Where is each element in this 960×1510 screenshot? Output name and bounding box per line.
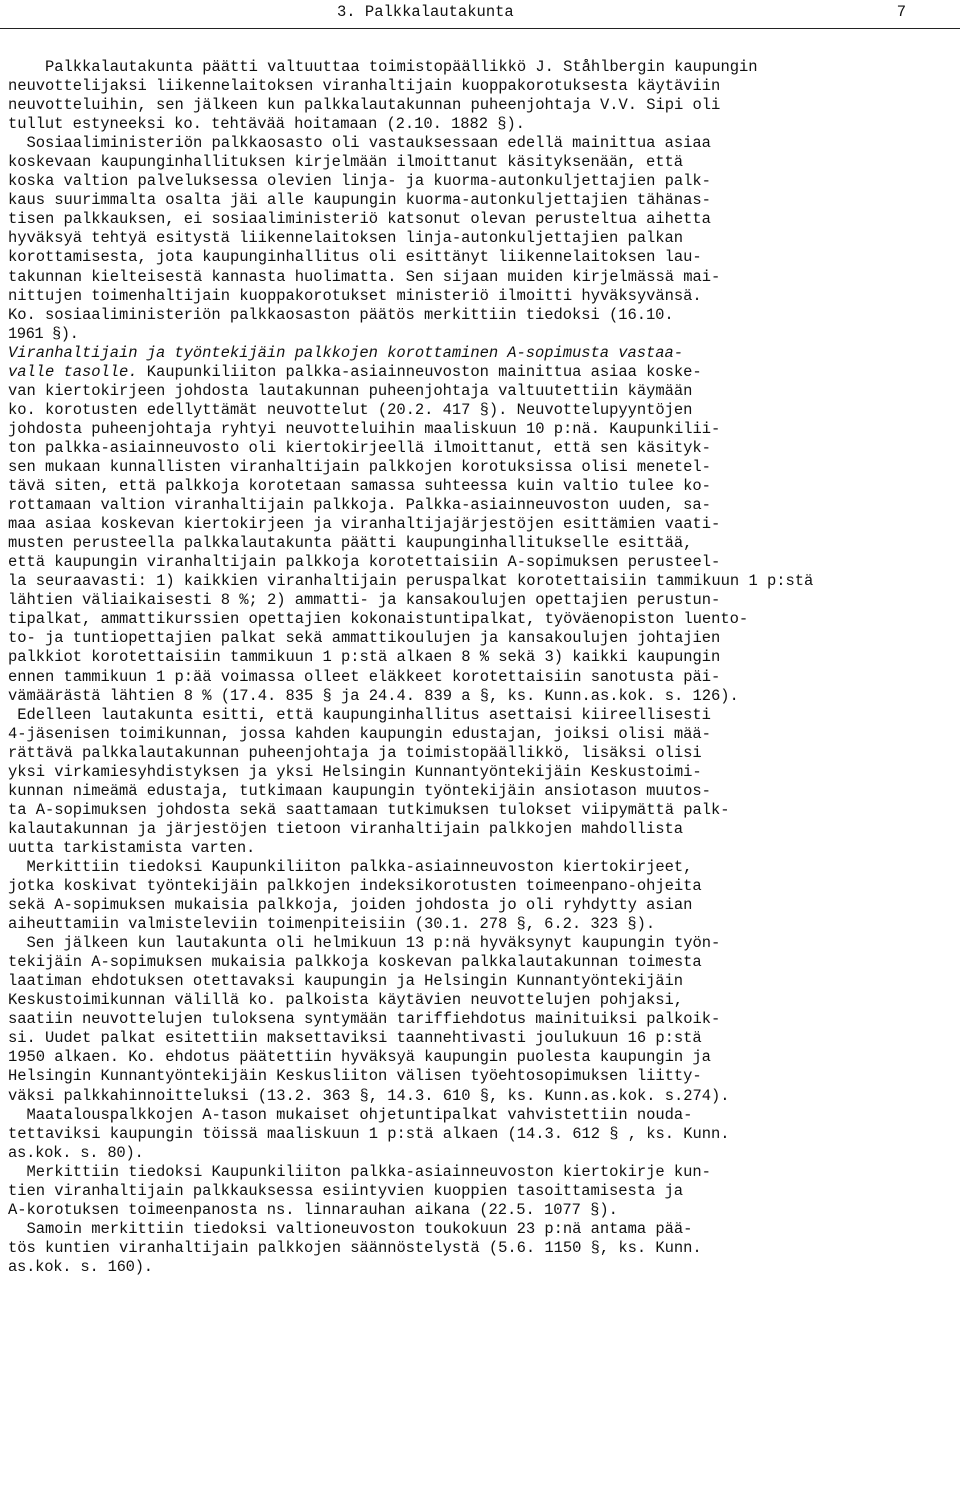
line-text: neuvottelijaksi liikennelaitoksen viranhaltijain kuoppakorotuksesta käytäviin bbox=[8, 77, 721, 96]
text-line bbox=[8, 648, 958, 667]
line-text: to- ja tuntiopettajien palkat sekä ammattikoulujen ja kansakoulujen johtajien bbox=[8, 629, 721, 648]
header-divider bbox=[0, 28, 960, 29]
line-text: vämäärästä lähtien 8 % (17.4. 835 § ja 24.4. 839 a §, ks. Kunn.as.kok. s. 126). bbox=[8, 686, 739, 705]
line-text: tien viranhaltijain palkkauksessa esiintyvien kuoppien tasoittamisesta ja bbox=[8, 1181, 683, 1200]
line-text: Kaupunkiliiton palkka-asiainneuvoston mainittua asiaa koske- bbox=[137, 362, 702, 381]
text-line bbox=[8, 134, 958, 153]
line-text: Samoin merkittiin tiedoksi valtioneuvoston toukokuun 23 p:nä antama pää- bbox=[8, 1219, 693, 1238]
line-text: Sosiaaliministeriön palkkaosasto oli vastauksessaan edellä mainittua asiaa bbox=[8, 134, 711, 153]
line-text: väksi palkkahinnoitteluksi (13.2. 363 §, 14.3. 610 §, ks. Kunn.as.kok. s.274). bbox=[8, 1086, 730, 1105]
line-text: ennen tammikuun 1 p:ää voimassa olleet eläkkeet korotettaisiin sanotusta päi- bbox=[8, 667, 721, 686]
line-text: neuvotteluihin, sen jälkeen kun palkkalautakunnan puheenjohtaja V.V. Sipi oli bbox=[8, 96, 721, 115]
text-line bbox=[8, 382, 958, 401]
line-text: as.kok. s. 80). bbox=[8, 1143, 144, 1162]
text-line bbox=[8, 972, 958, 991]
text-line bbox=[8, 629, 958, 648]
line-text: musten perusteella palkkalautakunta päätti kaupunginhallitukselle esittää, bbox=[8, 534, 693, 553]
text-line bbox=[8, 287, 958, 306]
text-line bbox=[8, 1144, 958, 1163]
line-text: laatiman ehdotuksen otettavaksi kaupungin ja Helsingin Kunnantyöntekijäin bbox=[8, 972, 683, 991]
line-text: la seuraavasti: 1) kaikkien viranhaltijain peruspalkat korotettaisiin tammikuun 1 p:stä bbox=[8, 572, 814, 591]
line-text: ta A-sopimuksen johdosta sekä saattamaan tutkimuksen tulokset viipymättä palk- bbox=[8, 800, 730, 819]
text-line bbox=[8, 1182, 958, 1201]
text-line bbox=[8, 1029, 958, 1048]
text-line bbox=[8, 344, 958, 363]
line-text: Ko. sosiaaliministeriön palkkaosaston päätös merkittiin tiedoksi (16.10. bbox=[8, 305, 674, 324]
text-line bbox=[8, 1163, 958, 1182]
text-line bbox=[8, 1067, 958, 1086]
text-line bbox=[8, 477, 958, 496]
line-text: A-korotuksen toimeenpanosta ns. linnarauhan aikana (22.5. 1077 §). bbox=[8, 1200, 618, 1219]
line-text: kunnan nimeämä edustaja, tutkimaan kaupungin työntekijäin ansiotason muutos- bbox=[8, 781, 711, 800]
text-line bbox=[8, 725, 958, 744]
line-text: johdosta puheenjohtaja ryhtyi neuvotteluihin maaliskuun 10 p:nä. Kaupunkilii- bbox=[8, 419, 721, 438]
text-line bbox=[8, 115, 958, 134]
text-line bbox=[8, 363, 958, 382]
line-text: sen mukaan kunnallisten viranhaltijain palkkojen korotuksissa olisi menetel- bbox=[8, 457, 711, 476]
line-text: takunnan kielteisestä kannasta huolimatta. Sen sijaan muiden kirjelmässä mai- bbox=[8, 267, 721, 286]
page-number: 7 bbox=[896, 3, 906, 21]
text-line bbox=[8, 439, 958, 458]
line-text: ko. korotusten edellyttämät neuvottelut (20.2. 417 §). Neuvottelupyyntöjen bbox=[8, 400, 693, 419]
line-text: Keskustoimikunnan välillä ko. palkoista käytävien neuvottelujen pohjaksi, bbox=[8, 991, 683, 1010]
line-text: 4-jäsenisen toimikunnan, jossa kahden kaupungin edustajan, joiksi olisi mää- bbox=[8, 724, 711, 743]
line-text: tipalkat, ammattikurssien opettajien kokonaistuntipalkat, työväenopiston luento- bbox=[8, 610, 749, 629]
text-line bbox=[8, 553, 958, 572]
line-text: että kaupungin viranhaltijain palkkoja korotettaisiin A-sopimuksen perusteel- bbox=[8, 553, 721, 572]
line-text: tisen palkkauksen, ei sosiaaliministeriö katsonut olevan perusteltua aihetta bbox=[8, 210, 711, 229]
line-text: maa asiaa koskevan kiertokirjeen ja viranhaltijajärjestöjen esittämien vaati- bbox=[8, 515, 721, 534]
line-text: lähtien väliaikaisesti 8 %; 2) ammatti- ja kansakoulujen opettajien perustun- bbox=[8, 591, 721, 610]
text-line bbox=[8, 934, 958, 953]
line-text: rättävä palkkalautakunnan puheenjohtaja ja toimistopäällikkö, lisäksi olisi bbox=[8, 743, 702, 762]
italic-heading: valle tasolle. bbox=[8, 362, 138, 381]
line-text: rottamaan valtion viranhaltijain palkkoja. Palkka-asiainneuvoston uuden, sa- bbox=[8, 496, 711, 515]
page-header-title: 3. Palkkalautakunta bbox=[337, 3, 514, 21]
line-text: si. Uudet palkat esitettiin maksettaviksi taannehtivasti joulukuun 16 p:stä bbox=[8, 1029, 702, 1048]
text-line bbox=[8, 96, 958, 115]
line-text: tettaviksi kaupungin töissä maaliskuun 1 p:stä alkaen (14.3. 612 § , ks. Kunn. bbox=[8, 1124, 730, 1143]
text-line bbox=[8, 306, 958, 325]
line-text: kalautakunnan ja järjestöjen tietoon viranhaltijain palkkojen mahdollista bbox=[8, 819, 683, 838]
line-text: 1950 alkaen. Ko. ehdotus päätettiin hyväksyä kaupungin puolesta kaupungin ja bbox=[8, 1048, 711, 1067]
text-line bbox=[8, 744, 958, 763]
text-line bbox=[8, 1201, 958, 1220]
text-line bbox=[8, 58, 958, 77]
line-text: tullut estyneeksi ko. tehtävää hoitamaan (2.10. 1882 §). bbox=[8, 115, 525, 134]
text-line bbox=[8, 915, 958, 934]
line-text: sekä A-sopimuksen mukaisia palkkoja, joiden johdosta jo oli ryhdytty asian bbox=[8, 896, 693, 915]
text-line bbox=[8, 401, 958, 420]
text-line bbox=[8, 687, 958, 706]
text-line bbox=[8, 839, 958, 858]
line-text: tekijäin A-sopimuksen mukaisia palkkoja koskevan palkkalautakunnan toimesta bbox=[8, 953, 702, 972]
line-text: aiheuttamiin valmisteleviin toimenpiteisiin (30.1. 278 §, 6.2. 323 §). bbox=[8, 915, 656, 934]
text-line bbox=[8, 191, 958, 210]
text-line bbox=[8, 1125, 958, 1144]
text-line bbox=[8, 801, 958, 820]
text-line bbox=[8, 706, 958, 725]
text-line bbox=[8, 1106, 958, 1125]
line-text: jotka koskivat työntekijäin palkkojen indeksikorotusten toimeenpano-ohjeita bbox=[8, 877, 702, 896]
text-line bbox=[8, 896, 958, 915]
line-text: tävä siten, että palkkoja korotetaan samassa suhteessa kuin valtio tulee ko- bbox=[8, 477, 711, 496]
line-text: yksi virkamiesyhdistyksen ja yksi Helsingin Kunnantyöntekijäin Keskustoimi- bbox=[8, 762, 702, 781]
text-line bbox=[8, 534, 958, 553]
text-line bbox=[8, 248, 958, 267]
text-line bbox=[8, 153, 958, 172]
line-text: tös kuntien viranhaltijain palkkojen säännöstelystä (5.6. 1150 §, ks. Kunn. bbox=[8, 1238, 702, 1257]
document-body bbox=[8, 58, 958, 1277]
text-line bbox=[8, 77, 958, 96]
line-text: as.kok. s. 160). bbox=[8, 1257, 153, 1276]
line-text: van kiertokirjeen johdosta lautakunnan puheenjohtaja valtuutettiin käymään bbox=[8, 381, 693, 400]
text-line bbox=[8, 953, 958, 972]
italic-heading: Viranhaltijain ja työntekijäin palkkojen korottaminen A-sopimusta vastaa- bbox=[8, 343, 683, 362]
line-text: 1961 §). bbox=[8, 324, 79, 343]
text-line bbox=[8, 420, 958, 439]
text-line bbox=[8, 1239, 958, 1258]
text-line bbox=[8, 877, 958, 896]
line-text: hyväksyä tehtyä esitystä liikennelaitoksen linja-autonkuljettajien palkan bbox=[8, 229, 683, 248]
line-text: Merkittiin tiedoksi Kaupunkiliiton palkka-asiainneuvoston kiertokirjeet, bbox=[8, 857, 693, 876]
text-line bbox=[8, 820, 958, 839]
text-line bbox=[8, 210, 958, 229]
text-line bbox=[8, 991, 958, 1010]
text-line bbox=[8, 268, 958, 287]
line-text: korottamisesta, jota kaupunginhallitus oli esittänyt liikennelaitoksen lau- bbox=[8, 248, 702, 267]
text-line bbox=[8, 668, 958, 687]
line-text: palkkiot korotettaisiin tammikuun 1 p:stä alkaen 8 % sekä 3) kaikki kaupungin bbox=[8, 648, 721, 667]
text-line bbox=[8, 496, 958, 515]
line-text: uutta tarkistamista varten. bbox=[8, 838, 256, 857]
line-text: ton palkka-asiainneuvosto oli kiertokirjeellä ilmoittanut, että sen käsityk- bbox=[8, 438, 711, 457]
text-line bbox=[8, 782, 958, 801]
text-line bbox=[8, 1048, 958, 1067]
line-text: Sen jälkeen kun lautakunta oli helmikuun 13 p:nä hyväksynyt kaupungin työn- bbox=[8, 934, 721, 953]
line-text: kaus suurimmalta osalta jäi alle kaupungin kuorma-autonkuljettajien tähänas- bbox=[8, 191, 711, 210]
text-line bbox=[8, 763, 958, 782]
text-line bbox=[8, 1010, 958, 1029]
line-text: koskevaan kaupunginhallituksen kirjelmään ilmoittanut käsityksenään, että bbox=[8, 153, 683, 172]
line-text: Maatalouspalkkojen A-tason mukaiset ohjetuntipalkat vahvistettiin nouda- bbox=[8, 1105, 693, 1124]
line-text: Edelleen lautakunta esitti, että kaupunginhallitus asettaisi kiireellisesti bbox=[8, 705, 711, 724]
text-line bbox=[8, 610, 958, 629]
text-line bbox=[8, 1258, 958, 1277]
text-line bbox=[8, 572, 958, 591]
line-text: koska valtion palveluksessa olevien linja- ja kuorma-autonkuljettajien palk- bbox=[8, 172, 711, 191]
text-line bbox=[8, 858, 958, 877]
text-line bbox=[8, 1220, 958, 1239]
text-line bbox=[8, 325, 958, 344]
line-text: Merkittiin tiedoksi Kaupunkiliiton palkka-asiainneuvoston kiertokirje kun- bbox=[8, 1162, 711, 1181]
line-text: Helsingin Kunnantyöntekijäin Keskusliiton välisen työehtosopimuksen liitty- bbox=[8, 1067, 702, 1086]
line-text: Palkkalautakunta päätti valtuuttaa toimistopäällikkö J. Ståhlbergin kaupungin bbox=[8, 58, 758, 76]
text-line bbox=[8, 172, 958, 191]
line-text: saatiin neuvottelujen tuloksena syntymään tariffiehdotus mainituiksi palkoik- bbox=[8, 1010, 721, 1029]
text-line bbox=[8, 458, 958, 477]
text-line bbox=[8, 591, 958, 610]
text-line bbox=[8, 1087, 958, 1106]
line-text: nittujen toimenhaltijain kuoppakorotukset ministeriö ilmoitti hyväksyvänsä. bbox=[8, 286, 702, 305]
text-line bbox=[8, 229, 958, 248]
text-line bbox=[8, 515, 958, 534]
